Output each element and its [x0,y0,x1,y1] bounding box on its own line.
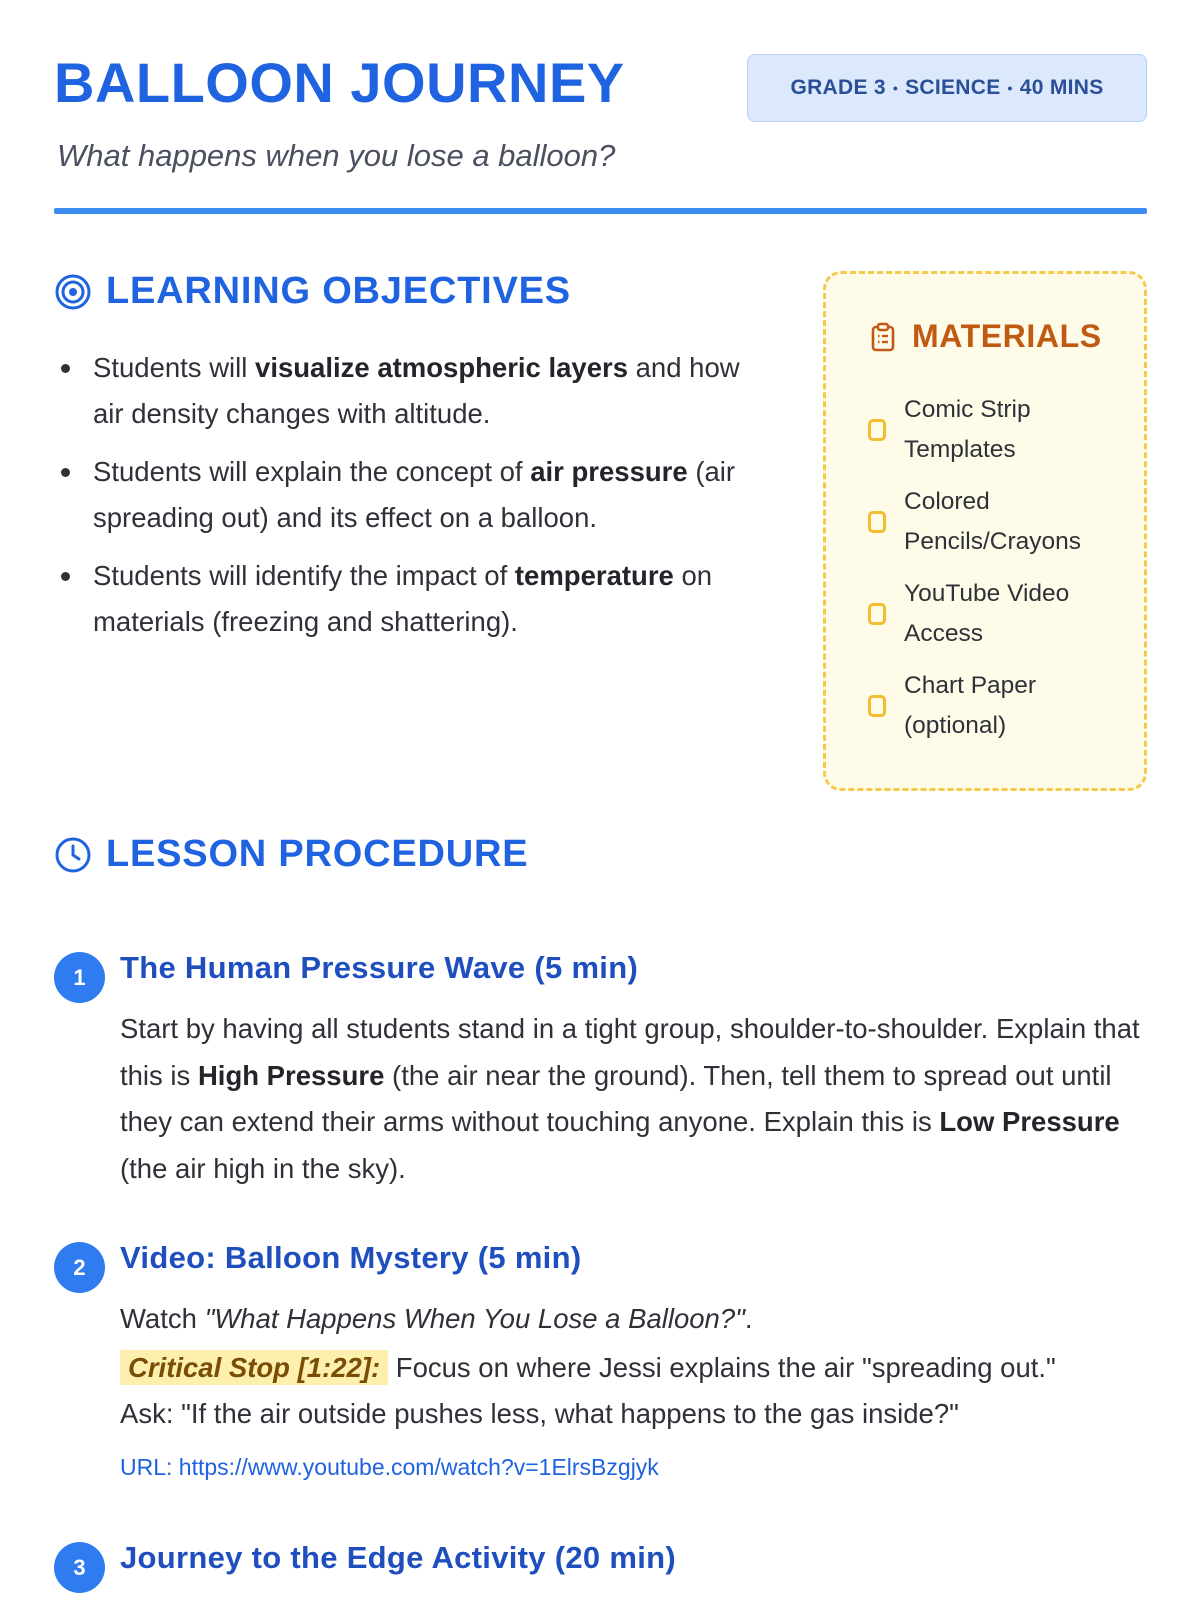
material-label: Access [904,620,983,647]
step-title: The Human Pressure Wave (5 min) [120,950,639,985]
clipboard-icon [868,322,898,352]
video-watch-line: Watch "What Happens When You Lose a Balloon?". [120,1303,753,1334]
step-title: Journey to the Edge Activity (20 min) [120,1540,676,1575]
critical-stop-highlight: Critical Stop [1:22]: [120,1350,388,1385]
material-item [868,666,1109,746]
step-description [120,1296,1150,1490]
clock-icon [54,836,92,874]
page-subtitle: What happens when you lose a balloon? [57,138,616,173]
material-checkbox[interactable] [868,695,886,717]
target-icon [54,273,92,311]
material-item [868,574,1109,654]
grade-label: GRADE 3 [790,76,886,99]
video-url-link[interactable]: URL: https://www.youtube.com/watch?v=1ElrsBzgjyk [120,1453,659,1480]
material-label: Colored [904,488,990,515]
step-title: Video: Balloon Mystery (5 min) [120,1240,582,1275]
lesson-info-badge [747,54,1147,122]
critical-stop-line: Critical Stop [1:22]: Focus on where Jessi explains the air "spreading out." [120,1345,1150,1392]
step-number-badge: 3 [54,1542,105,1593]
ask-question: Ask: "If the air outside pushes less, what happens to the gas inside?" [120,1398,959,1429]
materials-heading [868,318,1102,355]
material-item [868,482,1109,562]
materials-list [868,390,1109,758]
header-divider [54,208,1147,214]
objectives-list [54,345,774,657]
list-item: Students will visualize atmospheric layers and how air density changes with altitude. [54,345,774,437]
material-label: YouTube Video [904,580,1070,607]
material-label: Templates [904,436,1016,463]
material-checkbox[interactable] [868,511,886,533]
list-item: Students will explain the concept of air pressure (air spreading out) and its effect on a balloon. [54,449,774,541]
material-label: Chart Paper [904,672,1037,699]
step-description: Start by having all students stand in a tight group, shoulder-to-shoulder. Explain that this is High Pressure (the air near the ground). Then, tell them to spread out until they can extend their arms without touching anyone. Explain this is Low Pressure (the air high in the sky). [120,1013,1140,1184]
material-label: Comic Strip [904,396,1031,423]
material-item [868,390,1109,470]
video-title: "What Happens When You Lose a Balloon?" [204,1303,745,1334]
materials-heading-label: MATERIALS [912,318,1102,354]
page-title: BALLOON JOURNEY [54,51,625,114]
objectives-heading [54,270,571,313]
badge-separator: • [892,80,899,96]
procedure-heading [54,833,528,876]
objectives-heading-label: LEARNING OBJECTIVES [106,270,571,312]
material-checkbox[interactable] [868,419,886,441]
materials-panel [823,271,1147,791]
material-label: (optional) [904,712,1007,739]
procedure-heading-label: LESSON PROCEDURE [106,833,529,875]
list-item: Students will identify the impact of temperature on materials (freezing and shattering). [54,553,774,645]
material-label: Pencils/Crayons [904,528,1082,555]
subject-label: SCIENCE [905,76,1001,99]
step-number-badge: 2 [54,1242,105,1293]
material-checkbox[interactable] [868,603,886,625]
badge-separator: • [1007,80,1013,96]
duration-label: 40 MINS [1019,76,1104,99]
step-number-badge: 1 [54,952,105,1003]
